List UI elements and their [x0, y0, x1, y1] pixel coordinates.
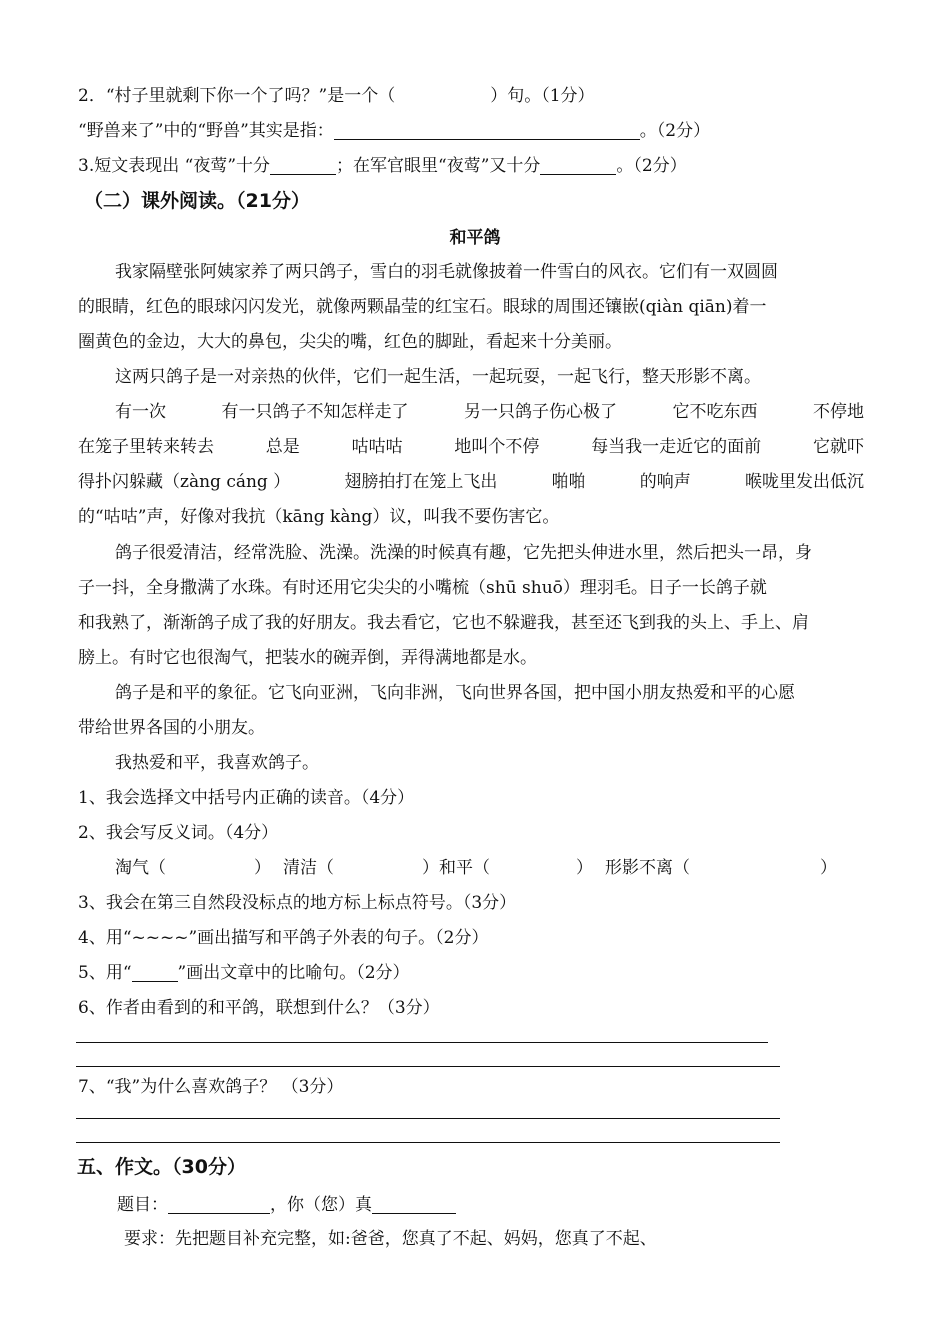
bracket: ） [820, 858, 837, 878]
paragraph-4-line-1: 鸽子很爱清洁，经常洗脸、洗澡。洗澡的时候真有趣，它先把头伸进水里，然后把头一昂，身 [115, 543, 812, 563]
antonym-row [115, 851, 864, 885]
phrase: 得扑闪躲藏（zàng cáng ） [78, 472, 291, 492]
paragraph-4-line-3: 和我熟了，渐渐鸽子成了我的好朋友。我去看它，它也不躲避我，甚至还飞到我的头上、手上、肩 [78, 613, 809, 633]
paragraph-1-line-1: 我家隔壁张阿姨家养了两只鸽子，雪白的羽毛就像披着一件雪白的风衣。它们有一双圆圆 [115, 262, 778, 282]
passage-title: 和平鸽 [449, 228, 501, 248]
section-heading-reading: （二）课外阅读。（21分） [84, 190, 310, 212]
phrase: 在笼子里转来转去 [78, 437, 214, 457]
topic-blank[interactable] [168, 1193, 270, 1214]
phrase: 有一只鸽子不知怎样走了 [221, 402, 409, 422]
wild-beast-tail: 。（2分） [639, 121, 711, 141]
question-3-line [78, 149, 864, 183]
question-3-text-a: 3.短文表现出 “夜莺”十分 [78, 156, 271, 176]
wild-beast-text: “野兽来了”中的“野兽”其实是指： [78, 121, 334, 141]
paragraph-1-line-2: 的眼睛，红色的眼球闪闪发光，就像两颗晶莹的红宝石。眼球的周围还镶嵌(qiàn qiān)着一 [78, 297, 767, 317]
paragraph-2: 这两只鸽子是一对亲热的伙伴，它们一起生活，一起玩耍，一起飞行，整天形影不离。 [115, 367, 761, 387]
reading-question-3: 3、我会在第三自然段没标点的地方标上标点符号。（3分） [78, 893, 517, 913]
paragraph-3-line-2 [78, 430, 864, 464]
phrase: 有一次 [115, 402, 166, 422]
answer-blank[interactable] [270, 154, 336, 175]
phrase: 的响声 [639, 472, 691, 492]
paragraph-5-line-1: 鸽子是和平的象征。它飞向亚洲，飞向非洲，飞向世界各国，把中国小朋友热爱和平的心愿 [115, 683, 795, 703]
question-5-text-b: ”画出文章中的比喻句。（2分） [177, 963, 410, 983]
answer-line[interactable] [76, 1042, 768, 1043]
phrase: 喉咙里发出低沉 [744, 472, 864, 492]
paragraph-4-line-2: 子一抖，全身撒满了水珠。有时还用它尖尖的小嘴梳（shū shuō）理羽毛。日子一长鸽子就 [78, 578, 767, 598]
phrase: 地叫个不停 [454, 437, 540, 457]
paragraph-3-line-4: 的“咕咕”声，好像对我抗（kāng kàng）议，叫我不要伤害它。 [78, 507, 560, 527]
reading-question-5 [78, 956, 864, 990]
question-2-line [78, 79, 864, 113]
answer-line[interactable] [76, 1066, 780, 1067]
answer-line[interactable] [76, 1142, 780, 1143]
phrase: 啪啪 [551, 472, 586, 492]
wild-beast-question [78, 114, 864, 148]
phrase: 咕咕咕 [351, 437, 403, 457]
question-2-text: 2．“村子里就剩下你一个了吗？”是一个（ [78, 86, 396, 106]
paragraph-3-line-1 [78, 395, 864, 429]
answer-blank[interactable] [540, 154, 616, 175]
reading-question-1: 1、我会选择文中括号内正确的读音。（4分） [78, 788, 415, 808]
topic-blank[interactable] [372, 1193, 456, 1214]
antonym-item: 清洁（ [283, 858, 334, 878]
reading-question-2: 2、我会写反义词。（4分） [78, 823, 279, 843]
phrase: 它不吃东西 [672, 402, 758, 422]
essay-topic-label: 题目： [117, 1195, 168, 1215]
reading-question-4: 4、用“~~~~”画出描写和平鸽子外表的句子。（2分） [78, 928, 489, 948]
paragraph-6: 我热爱和平，我喜欢鸽子。 [115, 753, 319, 773]
underline-sample [132, 961, 178, 982]
phrase: 它就吓 [812, 437, 864, 457]
essay-topic-mid: ，你（您）真 [270, 1195, 372, 1215]
answer-line[interactable] [76, 1118, 780, 1119]
antonym-item: 形影不离（ [605, 858, 690, 878]
paragraph-5-line-2: 带给世界各国的小朋友。 [78, 718, 265, 738]
answer-blank[interactable] [334, 119, 640, 140]
phrase: 翅膀拍打在笼上飞出 [344, 472, 498, 492]
phrase: 另一只鸽子伤心极了 [464, 402, 617, 422]
phrase: 总是 [265, 437, 300, 457]
antonym-item: 淘气（ [115, 858, 166, 878]
paragraph-4-line-4: 膀上。有时它也很淘气，把装水的碗弄倒，弄得满地都是水。 [78, 648, 537, 668]
question-2-tail: ）句。（1分） [490, 86, 595, 106]
bracket: ） [576, 858, 593, 878]
bracket: ） [254, 858, 271, 878]
question-3-text-b: ；在军官眼里“夜莺”又十分 [336, 156, 541, 176]
essay-requirements: 要求：先把题目补充完整，如:爸爸，您真了不起、妈妈，您真了不起、 [124, 1229, 657, 1249]
paragraph-1-line-3: 圈黄色的金边，大大的鼻包，尖尖的嘴，红色的脚趾，看起来十分美丽。 [78, 332, 622, 352]
question-5-text-a: 5、用“ [78, 963, 132, 983]
antonym-item: ）和平（ [422, 858, 490, 878]
phrase: 不停地 [813, 402, 864, 422]
reading-question-6: 6、作者由看到的和平鸽，联想到什么？（3分） [78, 998, 440, 1018]
section-heading-essay: 五、作文。（30分） [77, 1156, 246, 1178]
reading-question-7: 7、“我”为什么喜欢鸽子？ （3分） [78, 1077, 344, 1097]
paragraph-3-line-3 [78, 465, 864, 499]
phrase: 每当我一走近它的面前 [591, 437, 762, 457]
essay-topic [117, 1188, 864, 1222]
question-3-text-c: 。（2分） [616, 156, 687, 176]
